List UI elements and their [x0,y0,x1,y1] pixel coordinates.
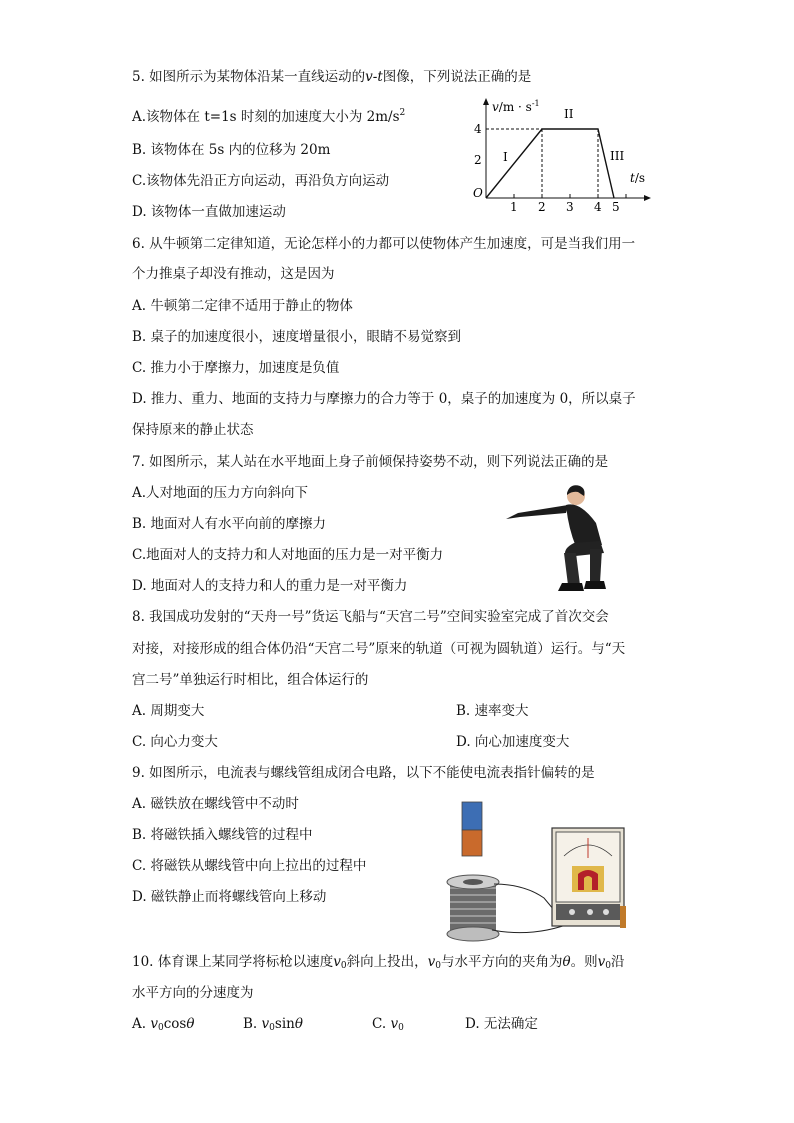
q10-option-c: C. $v_0$ [372,1016,404,1033]
q8-option-b: B. 速率变大 [456,703,529,719]
q5-option-a: A.该物体在 t=1s 时刻的加速度大小为 $2m/s^2$ [132,108,406,125]
q5-graph-x-tick-2: 2 [538,200,546,214]
q7-option-b: B. 地面对人有水平向前的摩擦力 [132,516,327,532]
q5-graph-x-tick-4: 4 [594,200,602,214]
q5-graph-segment-3: III [610,149,625,163]
q8-stem-line1: 8. 我国成功发射的“天舟一号”货运飞船与“天宫二号”空间实验室完成了首次交会 [132,609,609,625]
q5-graph-x-tick-5: 5 [612,200,620,214]
q5-graph-segment-1: I [503,150,508,164]
q9-stem: 9. 如图所示，电流表与螺线管组成闭合电路，以下不能使电流表指针偏转的是 [132,765,595,781]
q5-graph-y-tick-2: 2 [474,153,482,167]
q9-option-d: D. 磁铁静止而将螺线管向上移动 [132,889,327,905]
q5-stem: 5. 如图所示为某物体沿某一直线运动的v-t图像，下列说法正确的是 [132,69,532,85]
q5-graph-segment-2: II [564,107,574,121]
q10-stem-line1: 10. 体育课上某同学将标枪以速度$v_0$斜向上投出，$v_0$与水平方向的夹角为θ。则$v_0$沿 [132,954,625,971]
q7-option-c: C.地面对人的支持力和人对地面的压力是一对平衡力 [132,547,444,563]
q7-option-d: D. 地面对人的支持力和人的重力是一对平衡力 [132,578,408,594]
q5-graph-origin: O [473,186,483,200]
q6-option-b: B. 桌子的加速度很小，速度增量很小，眼睛不易觉察到 [132,329,462,345]
q5-graph-y-label: $v/m \cdot s^{-1}$ [492,99,540,114]
q6-option-d-line2: 保持原来的静止状态 [132,422,254,438]
q7-option-a: A.人对地面的压力方向斜向下 [132,485,309,501]
q6-option-d-line1: D. 推力、重力、地面的支持力与摩擦力的合力等于 0，桌子的加速度为 0，所以桌子 [132,391,636,407]
magnet-north [462,802,482,830]
q6-option-a: A. 牛顿第二定律不适用于静止的物体 [132,298,353,314]
q10-option-a: A. $v_0\cos\theta$ [132,1016,195,1033]
q7-stem: 7. 如图所示，某人站在水平地面上身子前倾保持姿势不动，则下列说法正确的是 [132,454,609,470]
q5-graph-x-tick-1: 1 [510,200,518,214]
q8-option-c: C. 向心力变大 [132,734,218,750]
galvanometer [552,828,626,928]
q10-stem-line2: 水平方向的分速度为 [132,985,254,1001]
q5-graph-y-tick-4: 4 [474,122,482,136]
q9-option-c: C. 将磁铁从螺线管中向上拉出的过程中 [132,858,367,874]
q6-option-c: C. 推力小于摩擦力，加速度是负值 [132,360,340,376]
q10-option-d: D. 无法确定 [465,1016,538,1032]
solenoid-coil [447,875,499,941]
q8-option-d: D. 向心加速度变大 [456,734,570,750]
q5-vt-graph [468,96,653,214]
q10-option-b: B. $v_0\sin\theta$ [243,1016,303,1033]
q7-squatting-person-figure [500,483,620,596]
q6-stem-line1: 6. 从牛顿第二定律知道，无论怎样小的力都可以使物体产生加速度，可是当我们用一 [132,236,636,252]
q5-graph-x-label: t/s [630,171,646,185]
q9-galvanometer-circuit-figure [444,798,630,944]
q5-option-d: D. 该物体一直做加速运动 [132,204,286,220]
q5-option-b: B. 该物体在 5s 内的位移为 20m [132,142,331,158]
q8-option-a: A. 周期变大 [132,703,205,719]
q9-option-b: B. 将磁铁插入螺线管的过程中 [132,827,313,843]
q5-option-c: C.该物体先沿正方向运动，再沿负方向运动 [132,173,390,189]
q6-stem-line2: 个力推桌子却没有推动，这是因为 [132,266,335,282]
magnet-south [462,830,482,856]
q8-stem-line3: 宫二号”单独运行时相比，组合体运行的 [132,672,369,688]
q9-option-a: A. 磁铁放在螺线管中不动时 [132,796,299,812]
q8-stem-line2: 对接，对接形成的组合体仍沿“天宫二号”原来的轨道（可视为圆轨道）运行。与“天 [132,641,626,657]
q5-graph-x-tick-3: 3 [566,200,574,214]
